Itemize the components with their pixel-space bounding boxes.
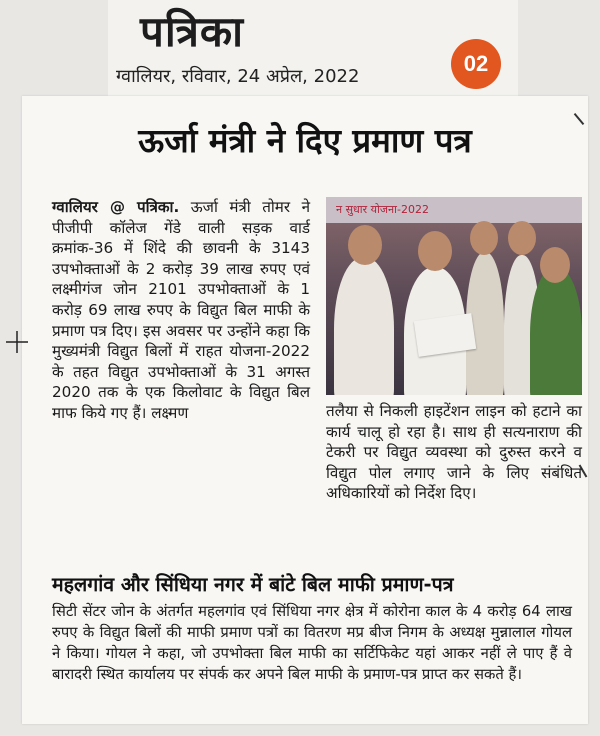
- article-headline: ऊर्जा मंत्री ने दिए प्रमाण पत्र: [138, 121, 472, 160]
- newspaper-masthead: पत्रिका: [140, 7, 245, 56]
- dateline: ग्वालियर, रविवार, 24 अप्रेल, 2022: [116, 66, 360, 87]
- sub-article-body: सिटी सेंटर जोन के अंतर्गत महलगांव एवं सिंधिया नगर क्षेत्र में कोरोना काल के 4 करोड़ 64 लाख रुपए के विद्युत बिलों की माफी प्रमाण पत्रों का वितरण मप्र बीज निगम के अध्यक्ष मुन्नालाल गोयल ने किया। गोयल ने कहा, जो उपभोक्ता बिल माफी का सर्टिफिकेट यहां आकर नहीं ले पाए हैं वे बारादरी स्थित कार्यालय पर संपर्क कर अपने बिल माफी के प्रमाण-पत्र प्राप्त कर सकते हैं।: [52, 603, 572, 683]
- page-number-badge: 02: [451, 39, 501, 89]
- article-byline: ग्वालियर @ पत्रिका.: [52, 198, 180, 216]
- article-body-column-2: तलैया से निकली हाइटेंशन लाइन को हटाने का कार्य चालू हो रहा है। साथ ही सत्यनाराण की टेकरी पर विद्युत व्यवस्था को दुरुस्त करने व विद्युत पोल लगाए जाने के लिए संबंधित अधिकारियों को निर्देश दिए।: [326, 402, 582, 503]
- photo-person-head: [540, 247, 570, 283]
- photo-person-head: [470, 221, 498, 255]
- photo-person: [530, 267, 582, 395]
- photo-person-head: [508, 221, 536, 255]
- photo-person-head: [418, 231, 452, 271]
- photo-person: [334, 257, 394, 395]
- sub-article-headline: महलगांव और सिंधिया नगर में बांटे बिल माफी प्रमाण-पत्र: [52, 573, 454, 596]
- photo-person-head: [348, 225, 382, 265]
- crosshair-icon: [6, 331, 28, 353]
- photo-banner: न सुधार योजना-2022: [326, 197, 582, 223]
- news-photo: [326, 197, 582, 395]
- article-body-text: ऊर्जा मंत्री तोमर ने पीजीपी कॉलेज गेंडे वाली सड़क वार्ड क्रमांक-36 में शिंदे की छावनी के 3143 उपभोक्ताओं के 2 करोड़ 39 लाख रुपए एवं लक्ष्मीगंज जोन 2101 उपभोक्ताओं के 1 करोड़ 69 लाख रुपए के विद्युत बिल माफी के प्रमाण पत्र दिए। इस अवसर पर उन्होंने कहा कि मुख्यमंत्री विद्युत बिलों में राहत योजना-2022 के तहत विद्युत उपभोक्ताओं के 31 अगस्त 2020 तक के एक किलोवाट के विद्युत बिल माफ किये गए हैं। लक्ष्मण: [52, 198, 311, 422]
- article-body-column-1: [52, 197, 310, 424]
